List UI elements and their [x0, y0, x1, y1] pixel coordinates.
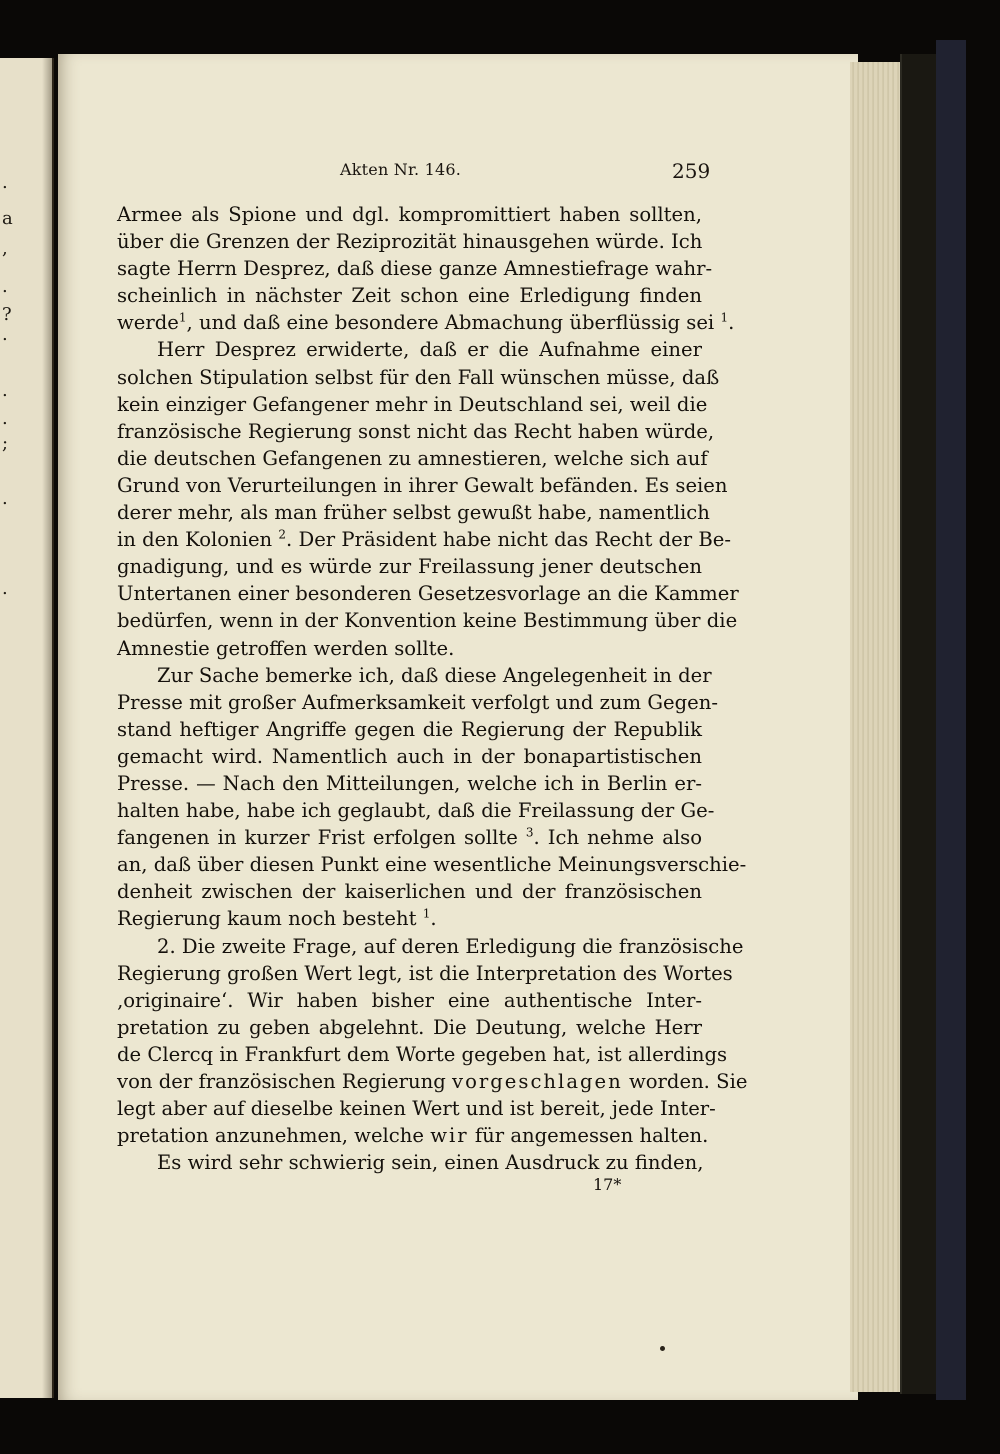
- text-segment: . Der Präsident habe nicht das Recht der Be-: [286, 528, 731, 552]
- text-line: [117, 282, 702, 309]
- text-line: [117, 960, 733, 987]
- text-segment: an, daß über diesen Punkt eine wesentliche Meinungsverschie-: [117, 853, 747, 877]
- ink-dot: [660, 1346, 665, 1351]
- text-segment: für angemessen halten.: [468, 1124, 709, 1148]
- text-segment: von der französischen Regierung: [117, 1070, 453, 1093]
- left-page-margin-marks: [0, 58, 52, 1398]
- text-segment: fangenen in kurzer Frist erfolgen sollte: [117, 826, 526, 850]
- text-line: [117, 716, 702, 743]
- spaced-emphasis: vorgeschlagen: [452, 1070, 623, 1093]
- text-segment: pretation zu geben abgelehnt. Die Deutung, welche Herr: [117, 1015, 702, 1039]
- facing-page-mark: .: [2, 324, 8, 345]
- signature-mark: 17*: [593, 1175, 622, 1194]
- facing-page-mark: .: [2, 380, 8, 401]
- text-line: [117, 336, 702, 363]
- text-line: [117, 1122, 709, 1149]
- text-segment: legt aber auf dieselbe keinen Wert und ist bereit, jede Inter-: [117, 1097, 716, 1121]
- text-line: [117, 933, 744, 960]
- text-segment: Amnestie getroffen werden sollte.: [117, 636, 455, 660]
- facing-page-mark: .: [2, 578, 8, 599]
- text-segment: gemacht wird. Namentlich auch in der bonapartistischen: [117, 744, 702, 768]
- text-line: [117, 228, 702, 255]
- facing-page-mark: .: [2, 488, 8, 509]
- text-segment: in den Kolonien: [117, 528, 279, 552]
- book-cover-outer: [936, 40, 966, 1400]
- facing-page-mark: .: [2, 172, 8, 193]
- text-line: [117, 987, 702, 1014]
- text-line: [117, 797, 715, 824]
- text-line: [117, 1041, 728, 1068]
- page-number: 259: [672, 159, 711, 183]
- text-segment: 2. Die zweite Frage, auf deren Erledigung die französische: [157, 934, 744, 958]
- text-line: [117, 580, 739, 607]
- text-segment: bedürfen, wenn in der Konvention keine Bestimmung über die: [117, 609, 738, 633]
- text-segment: .: [728, 311, 735, 335]
- body-text: [117, 201, 748, 1176]
- text-line: [117, 553, 702, 580]
- text-segment: stand heftiger Angriffe gegen die Regierung der Republik: [117, 717, 702, 741]
- text-segment: Regierung kaum noch besteht: [117, 907, 423, 931]
- text-line: [117, 445, 708, 472]
- text-segment: scheinlich in nächster Zeit schon eine Erledigung finden: [117, 284, 702, 308]
- facing-page-mark: ,: [2, 238, 8, 259]
- text-segment: Regierung großen Wert legt, ist die Interpretation des Wortes: [117, 961, 733, 985]
- facing-page-mark: ;: [2, 433, 9, 454]
- text-line: [117, 309, 735, 336]
- text-line: [117, 635, 702, 662]
- text-segment: die deutschen Gefangenen zu amnestieren, welche sich auf: [117, 446, 708, 470]
- footnote-marker: 1: [178, 310, 187, 325]
- text-line: [117, 662, 712, 689]
- text-segment: werde: [117, 311, 179, 335]
- text-line: [117, 878, 702, 905]
- text-line: [117, 905, 702, 932]
- text-line: [117, 364, 720, 391]
- facing-page-mark: .: [2, 408, 8, 429]
- text-line: [117, 607, 738, 634]
- text-line: [117, 418, 715, 445]
- text-segment: sagte Herrn Desprez, daß diese ganze Amnestiefrage wahr-: [117, 257, 713, 281]
- text-segment: , und daß eine besondere Abmachung überflüssig sei: [186, 311, 721, 335]
- text-segment: denheit zwischen der kaiserlichen und der französischen: [117, 880, 702, 904]
- text-segment: Zur Sache bemerke ich, daß diese Angelegenheit in der: [157, 663, 712, 687]
- page-edges: [850, 62, 900, 1392]
- facing-page-mark: a: [2, 208, 13, 229]
- text-line: [117, 472, 728, 499]
- footnote-marker: 1: [720, 310, 729, 325]
- running-head: Akten Nr. 146.: [340, 160, 462, 179]
- facing-page-mark: ?: [2, 304, 12, 325]
- footnote-marker: 3: [525, 825, 534, 840]
- footnote-marker: 1: [422, 906, 431, 921]
- text-line: [117, 689, 718, 716]
- text-line: [117, 824, 702, 851]
- text-line: [117, 499, 710, 526]
- text-segment: worden. Sie: [622, 1070, 748, 1093]
- text-line: [117, 201, 702, 228]
- text-segment: . Ich nehme also: [533, 826, 702, 850]
- text-segment: gnadigung, und es würde zur Freilassung jener deutschen: [117, 555, 702, 579]
- text-segment: Grund von Verurteilungen in ihrer Gewalt befänden. Es seien: [117, 473, 728, 497]
- left-page: [0, 58, 54, 1398]
- text-line: [117, 391, 708, 418]
- text-segment: Es wird sehr schwierig sein, einen Ausdruck zu finden,: [157, 1151, 704, 1175]
- text-segment: solchen Stipulation selbst für den Fall wünschen müsse, daß: [117, 365, 720, 389]
- text-line: [117, 743, 702, 770]
- text-line: [117, 770, 702, 797]
- text-segment: .: [430, 907, 437, 931]
- text-line: [117, 1014, 702, 1041]
- text-segment: französische Regierung sonst nicht das Recht haben würde,: [117, 419, 715, 443]
- text-segment: Presse mit großer Aufmerksamkeit verfolgt und zum Gegen-: [117, 690, 718, 714]
- footnote-marker: 2: [278, 527, 287, 542]
- book-cover-spine: [900, 54, 938, 1394]
- text-segment: ‚originaire‘. Wir haben bisher eine authentische Inter-: [117, 988, 702, 1012]
- text-line: [117, 255, 713, 282]
- text-segment: pretation anzunehmen, welche: [117, 1124, 431, 1148]
- text-segment: halten habe, habe ich geglaubt, daß die Freilassung der Ge-: [117, 799, 715, 823]
- facing-page-mark: .: [2, 276, 8, 297]
- text-segment: Armee als Spione und dgl. kompromittiert haben sollten,: [117, 203, 702, 226]
- text-segment: Untertanen einer besonderen Gesetzesvorlage an die Kammer: [117, 582, 739, 606]
- text-segment: über die Grenzen der Reziprozität hinausgehen würde. Ich: [117, 230, 703, 254]
- text-line: [117, 1095, 716, 1122]
- spaced-emphasis: wir: [430, 1124, 469, 1148]
- text-line: [117, 526, 731, 553]
- text-line: [117, 1068, 748, 1095]
- text-segment: Presse. — Nach den Mitteilungen, welche ich in Berlin er-: [117, 771, 702, 795]
- text-line: [117, 1149, 702, 1176]
- text-segment: de Clercq in Frankfurt dem Worte gegeben hat, ist allerdings: [117, 1042, 728, 1066]
- text-segment: kein einziger Gefangener mehr in Deutschland sei, weil die: [117, 392, 708, 416]
- text-segment: derer mehr, als man früher selbst gewußt habe, namentlich: [117, 501, 710, 525]
- text-line: [117, 851, 747, 878]
- text-segment: Herr Desprez erwiderte, daß er die Aufnahme einer: [157, 338, 702, 362]
